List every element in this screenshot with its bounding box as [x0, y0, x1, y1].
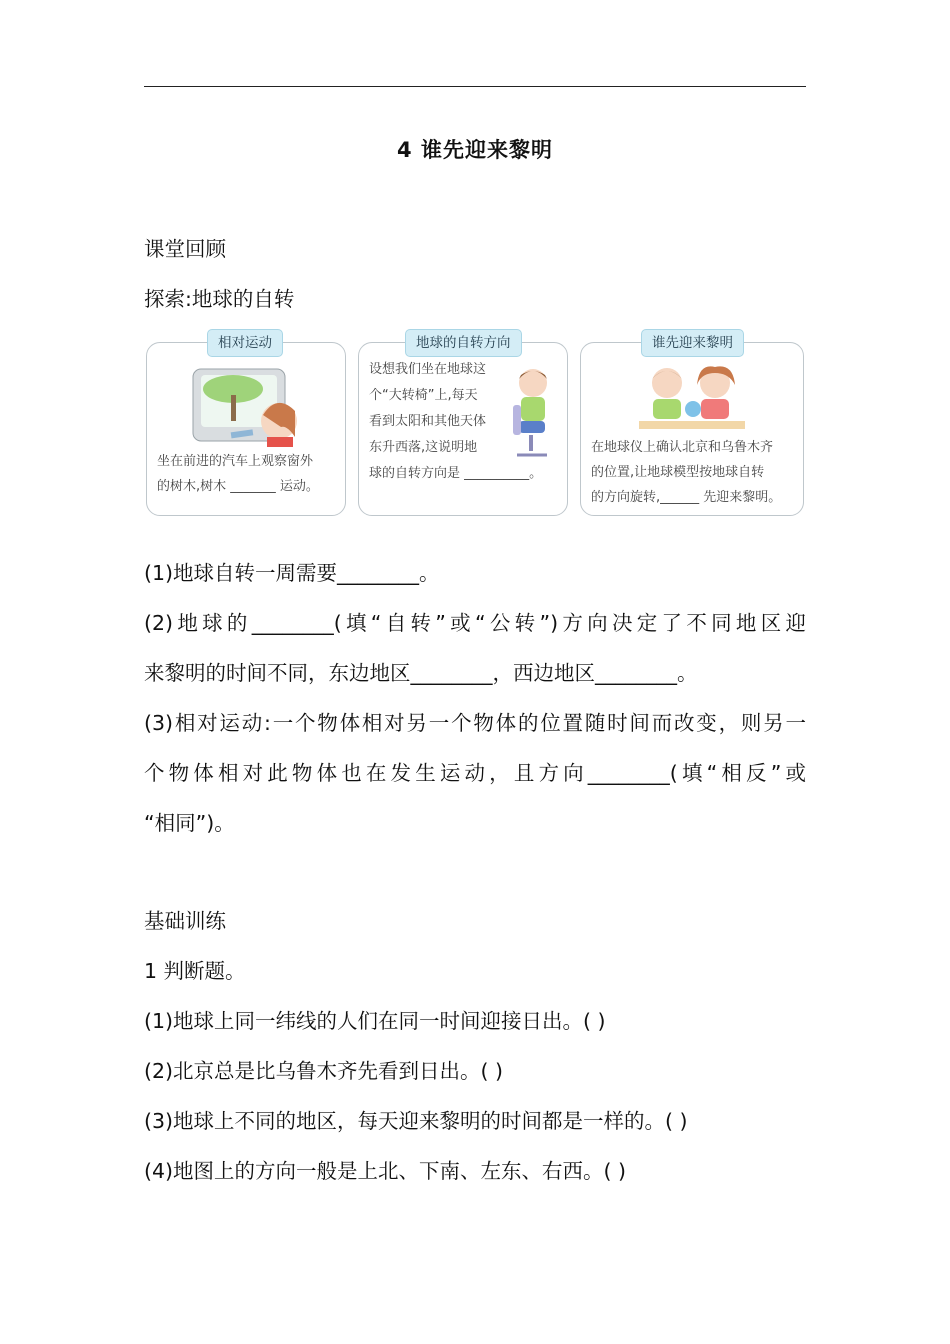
header-rule — [144, 86, 806, 87]
card-text-line: 东升西落,这说明地 — [369, 440, 478, 455]
card-tag: 相对运动 — [207, 329, 283, 357]
card-text-line: 球的自转方向是 __________。 — [369, 466, 543, 481]
card-tag: 谁先迎来黎明 — [641, 329, 744, 357]
car-window-illustration — [191, 365, 301, 447]
judge-item-2: (2)北京总是比乌鲁木齐先看到日出。( ) — [144, 1059, 504, 1083]
review-question-3-end: “相同”)。 — [144, 811, 235, 835]
judge-item-1: (1)地球上同一纬线的人们在同一时间迎接日出。( ) — [144, 1009, 606, 1033]
card-text-line: 的位置,让地球模型按地球自转 — [591, 465, 765, 480]
section-heading-review: 课堂回顾 — [144, 237, 226, 261]
card-text-line: 在地球仪上确认北京和乌鲁木齐 — [591, 440, 774, 455]
card-text-line: 个“大转椅”上,每天 — [369, 388, 478, 403]
boy-on-chair-illustration — [507, 365, 557, 461]
section-heading-basic: 基础训练 — [144, 909, 226, 933]
judge-item-4: (4)地图上的方向一般是上北、下南、左东、右西。( ) — [144, 1159, 627, 1183]
review-question-2: (2)地球的________(填“自转”或“公转”)方向决定了不同地区迎 — [144, 611, 806, 635]
card-who-first-dawn — [580, 335, 804, 516]
children-globe-illustration — [639, 363, 745, 431]
card-tag: 地球的自转方向 — [405, 329, 522, 357]
review-question-2-cont: 来黎明的时间不同，东边地区________，西边地区________。 — [144, 661, 698, 685]
judge-item-3: (3)地球上不同的地区，每天迎来黎明的时间都是一样的。( ) — [144, 1109, 688, 1133]
card-text-line: 的树木,树木 _______ 运动。 — [157, 479, 319, 494]
card-rotation-direction — [358, 335, 568, 516]
page-title: 4 谁先迎来黎明 — [397, 138, 553, 162]
review-question-3-cont: 个物体相对此物体也在发生运动，且方向________(填“相反”或 — [144, 761, 806, 785]
card-text-line: 看到太阳和其他天体 — [369, 414, 487, 429]
explore-heading: 探索:地球的自转 — [144, 287, 295, 311]
review-question-1: (1)地球自转一周需要________。 — [144, 561, 440, 585]
card-text-line: 坐在前进的汽车上观察窗外 — [157, 454, 314, 469]
card-text-line: 的方向旋转,______ 先迎来黎明。 — [591, 490, 782, 505]
review-question-3: (3)相对运动:一个物体相对另一个物体的位置随时间而改变，则另一 — [144, 711, 806, 735]
question-title: 1 判断题。 — [144, 959, 246, 983]
card-relative-motion — [146, 335, 346, 516]
card-text-line: 设想我们坐在地球这 — [369, 362, 487, 377]
